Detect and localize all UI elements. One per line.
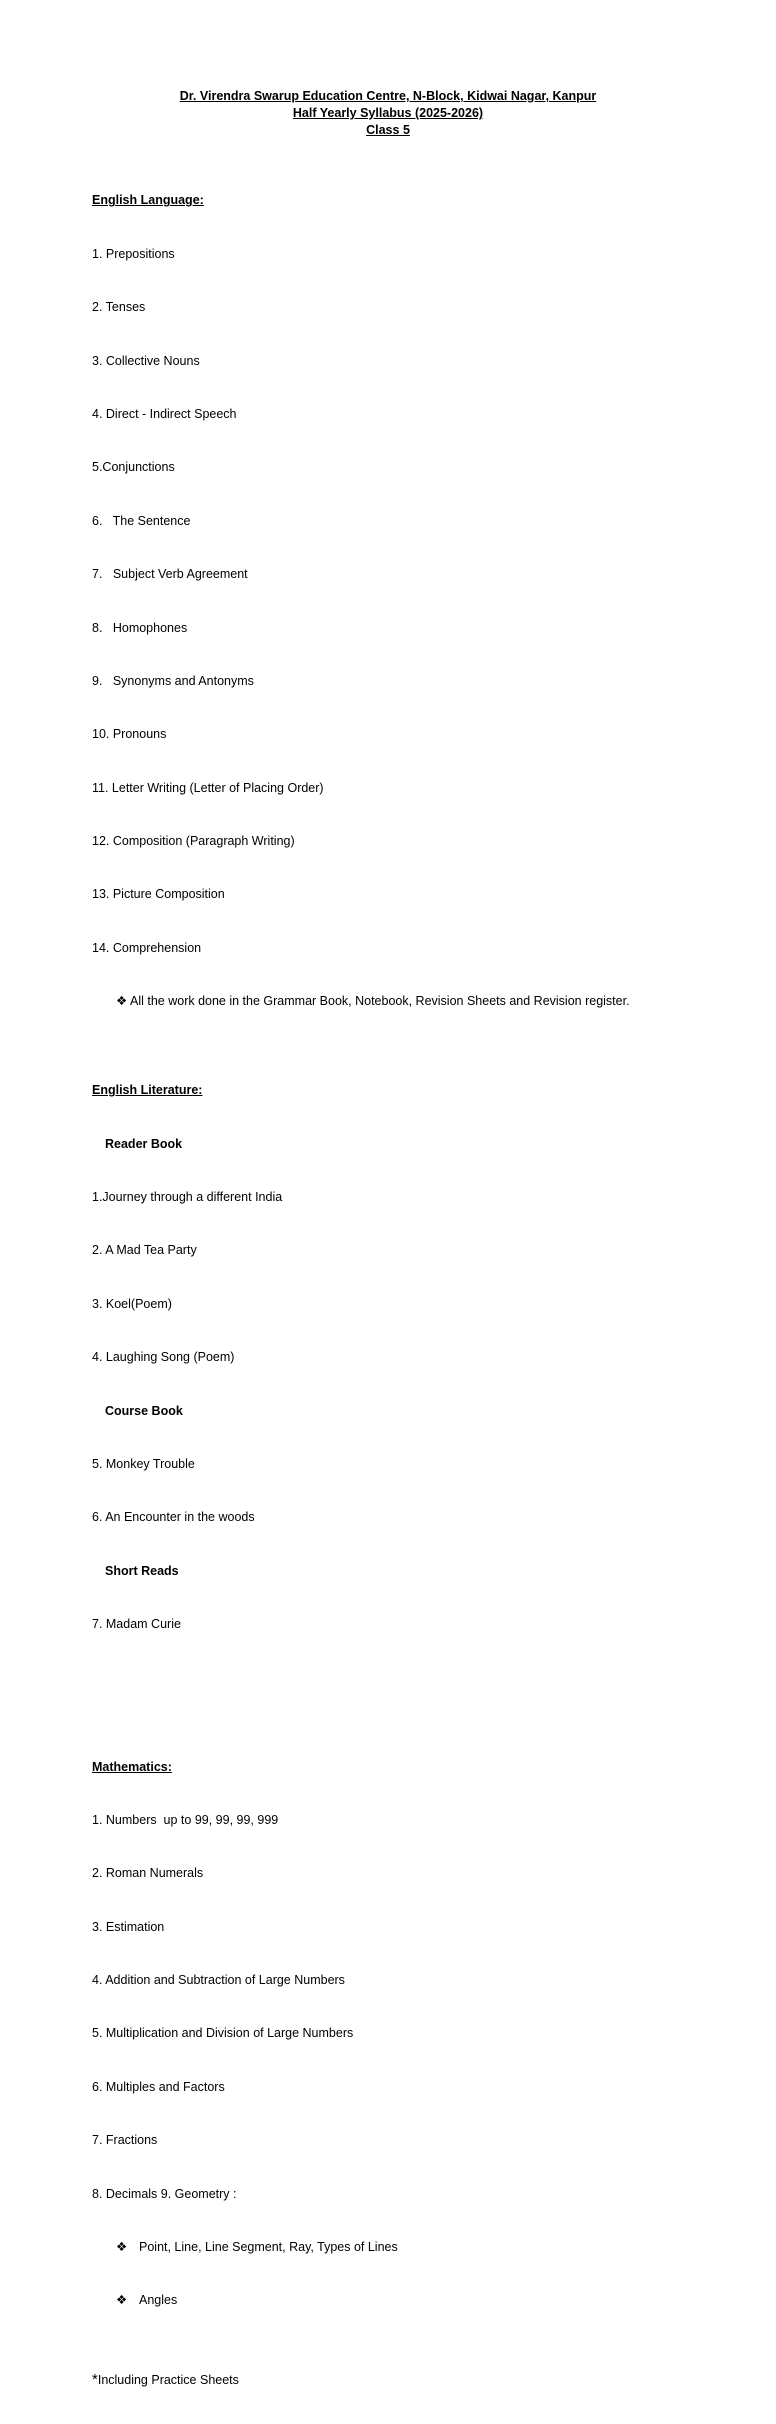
list-item: 10. Pronouns: [92, 727, 167, 742]
asterisk: *: [92, 2370, 98, 2388]
list-item: 1.Journey through a different India: [92, 1190, 283, 1205]
list-item: 5. Monkey Trouble: [92, 1456, 195, 1471]
list-item: 3. Estimation: [92, 1919, 165, 1934]
list-item: 2. A Mad Tea Party: [92, 1243, 197, 1258]
syllabus-content: [92, 139, 630, 2424]
list-item: 1. Numbers up to 99, 99, 99, 999: [92, 1812, 279, 1827]
diamond-bullet-icon: ❖: [116, 2293, 128, 2308]
list-item: 5.Conjunctions: [92, 460, 175, 475]
geometry-point: [92, 2239, 630, 2257]
list-item: 1. Prepositions: [92, 246, 175, 261]
list-item: 4. Laughing Song (Poem): [92, 1350, 235, 1365]
list-item: 11. Letter Writing (Letter of Placing Order): [92, 780, 324, 795]
list-item: 3. Collective Nouns: [92, 353, 200, 368]
note-text: All the work done in the Grammar Book, Notebook, Revision Sheets and Revision register.: [130, 994, 630, 1009]
diamond-bullet-icon: ❖: [116, 994, 130, 1009]
list-item: 3. Koel(Poem): [92, 1296, 172, 1311]
list-item: 4. Addition and Subtraction of Large Numbers: [92, 1973, 345, 1988]
english-language-heading: English Language:: [92, 193, 204, 208]
syllabus-title: Half Yearly Syllabus (2025-2026): [292, 106, 484, 120]
list-item: 5. Multiplication and Division of Large Numbers: [92, 2026, 354, 2041]
list-item: 2. Roman Numerals: [92, 1866, 204, 1881]
footer-note: [92, 2371, 630, 2389]
diamond-bullet-icon: ❖: [116, 2240, 128, 2255]
list-item: 2. Tenses: [92, 300, 146, 315]
list-item: 12. Composition (Paragraph Writing): [92, 834, 295, 849]
geometry-point-text: Angles: [139, 2293, 178, 2308]
list-item: 7. Fractions: [92, 2133, 158, 2148]
english-literature-heading: English Literature:: [92, 1083, 203, 1098]
list-item: 14. Comprehension: [92, 940, 202, 955]
mathematics-heading: Mathematics:: [92, 1759, 172, 1774]
list-item: 4. Direct - Indirect Speech: [92, 406, 237, 421]
school-name: Dr. Virendra Swarup Education Centre, N-Block, Kidwai Nagar, Kanpur: [179, 89, 597, 103]
footer-note-text: Including Practice Sheets: [97, 2372, 239, 2387]
class-label: Class 5: [366, 123, 410, 137]
spacer: [92, 1670, 630, 1688]
course-book-label: Course Book: [105, 1403, 183, 1418]
list-item: 7. Madam Curie: [92, 1617, 181, 1632]
list-item: 6. The Sentence: [92, 513, 191, 528]
reader-book-label: Reader Book: [105, 1136, 183, 1151]
list-item: 7. Subject Verb Agreement: [92, 567, 248, 582]
geometry-point: [92, 2292, 630, 2310]
list-item: 13. Picture Composition: [92, 887, 225, 902]
list-item: 9. Synonyms and Antonyms: [92, 673, 254, 688]
short-reads-label: Short Reads: [105, 1563, 179, 1578]
geometry-point-text: Point, Line, Line Segment, Ray, Types of Lines: [139, 2240, 398, 2255]
english-language-note: [92, 993, 630, 1011]
list-item: 8. Homophones: [92, 620, 188, 635]
list-item: 6. Multiples and Factors: [92, 2079, 225, 2094]
list-item: 6. An Encounter in the woods: [92, 1510, 255, 1525]
list-item: 8. Decimals 9. Geometry :: [92, 2186, 237, 2201]
